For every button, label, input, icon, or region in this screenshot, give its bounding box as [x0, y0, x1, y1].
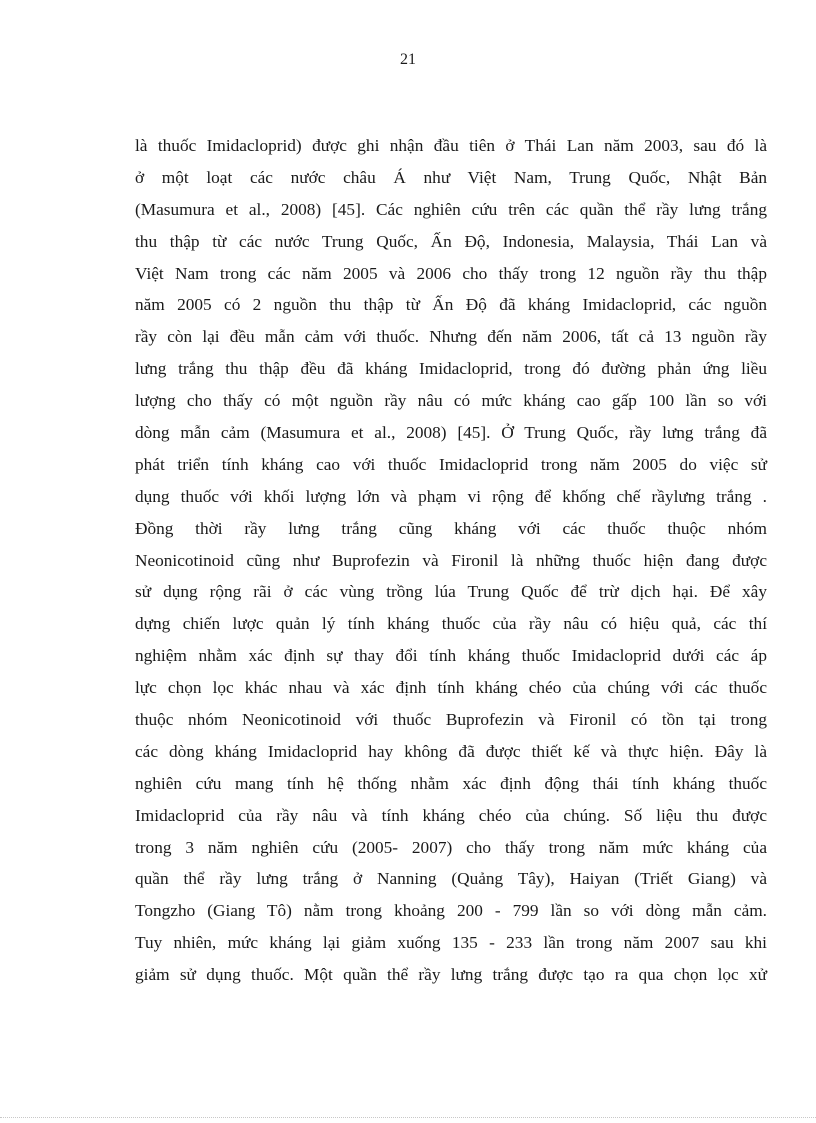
text-line: lực chọn lọc khác nhau và xác định tính kháng chéo của chúng với các thuốc: [135, 678, 767, 698]
text-line: dụng thuốc với khối lượng lớn và phạm vi rộng để khống chế rầylưng trắng .: [135, 486, 767, 506]
text-line: (Masumura et al., 2008) [45]. Các nghiên cứu trên các quần thể rầy lưng trắng: [135, 199, 767, 219]
text-line: Imidacloprid của rầy nâu và tính kháng chéo của chúng. Số liệu thu được: [135, 805, 767, 825]
text-line: Neonicotinoid cũng như Buprofezin và Fironil là những thuốc hiện đang được: [135, 550, 767, 570]
text-line: nghiệm nhằm xác định sự thay đổi tính kháng thuốc Imidacloprid dưới các áp: [135, 646, 767, 666]
text-line: Đồng thời rầy lưng trắng cũng kháng với các thuốc thuộc nhóm: [135, 518, 767, 538]
page-bottom-divider: [0, 1117, 816, 1118]
text-line: sử dụng rộng rãi ở các vùng trồng lúa Trung Quốc để trừ dịch hại. Để xây: [135, 582, 767, 602]
text-line: Tongzho (Giang Tô) nằm trong khoảng 200 - 799 lần so với dòng mẫn cảm.: [135, 901, 767, 921]
text-line: dòng mẫn cảm (Masumura et al., 2008) [45]. Ở Trung Quốc, rầy lưng trắng đã: [135, 423, 767, 443]
text-line: giảm sử dụng thuốc. Một quần thể rầy lưng trắng được tạo ra qua chọn lọc xử: [135, 965, 767, 985]
text-line: rầy còn lại đều mẫn cảm với thuốc. Nhưng đến năm 2006, tất cả 13 nguồn rầy: [135, 327, 767, 347]
text-line: thuộc nhóm Neonicotinoid với thuốc Buprofezin và Fironil có tồn tại trong: [135, 710, 767, 730]
text-line: ở một loạt các nước châu Á như Việt Nam, Trung Quốc, Nhật Bản: [135, 167, 767, 187]
text-line: lượng cho thấy có một nguồn rầy nâu có mức kháng cao gấp 100 lần so với: [135, 391, 767, 411]
text-line: Việt Nam trong các năm 2005 và 2006 cho thấy trong 12 nguồn rầy thu thập: [135, 263, 767, 283]
body-paragraph: [135, 130, 767, 991]
text-line: nghiên cứu mang tính hệ thống nhằm xác định động thái tính kháng thuốc: [135, 773, 767, 793]
text-line: phát triển tính kháng cao với thuốc Imidacloprid trong năm 2005 do việc sử: [135, 454, 767, 474]
page-number: 21: [400, 51, 416, 68]
text-line: trong 3 năm nghiên cứu (2005- 2007) cho thấy trong năm mức kháng của: [135, 837, 767, 857]
text-line: các dòng kháng Imidacloprid hay không đã được thiết kế và thực hiện. Đây là: [135, 741, 767, 761]
text-line: thu thập từ các nước Trung Quốc, Ấn Độ, Indonesia, Malaysia, Thái Lan và: [135, 231, 767, 251]
text-line: dựng chiến lược quản lý tính kháng thuốc của rầy nâu có hiệu quả, các thí: [135, 614, 767, 634]
text-line: là thuốc Imidacloprid) được ghi nhận đầu tiên ở Thái Lan năm 2003, sau đó là: [135, 136, 767, 155]
text-line: lưng trắng thu thập đều đã kháng Imidacloprid, trong đó đường phản ứng liều: [135, 359, 767, 379]
text-line: quần thể rầy lưng trắng ở Nanning (Quảng Tây), Haiyan (Triết Giang) và: [135, 869, 767, 889]
text-line: Tuy nhiên, mức kháng lại giảm xuống 135 - 233 lần trong năm 2007 sau khi: [135, 933, 767, 953]
text-line: năm 2005 có 2 nguồn thu thập từ Ấn Độ đã kháng Imidacloprid, các nguồn: [135, 295, 767, 315]
